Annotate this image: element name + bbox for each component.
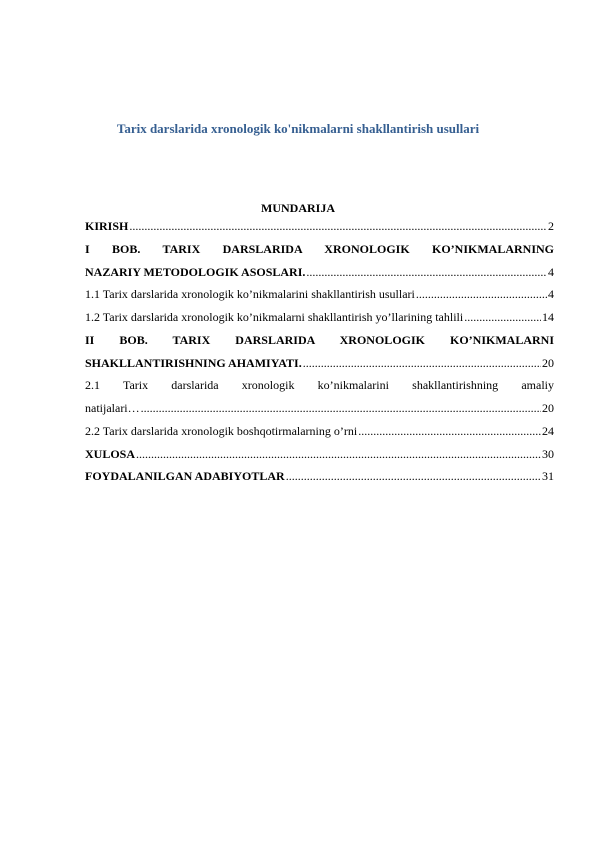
toc-page-number: 20	[542, 355, 554, 370]
toc-heading: MUNDARIJA	[261, 201, 335, 215]
dot-leader	[129, 215, 547, 238]
toc-entry-label: 1.2 Tarix darslarida xronologik ko’nikmalarni shakllantirish yo’llarining tahlili	[85, 310, 464, 324]
toc-entry-kirish[interactable]	[85, 215, 554, 238]
toc-entry-label: SHAKLLANTIRISHNING AHAMIYATI.	[85, 355, 302, 370]
table-of-contents	[85, 215, 554, 488]
toc-entry-adabiyotlar[interactable]	[85, 465, 554, 488]
toc-page-number: 4	[548, 264, 554, 279]
dot-leader	[136, 443, 541, 466]
toc-entry-bob1-line1[interactable]	[85, 238, 554, 261]
toc-entry-bob2-line1[interactable]	[85, 329, 554, 352]
toc-entry-2-1-line2[interactable]	[85, 397, 554, 420]
toc-page-number: 30	[542, 446, 554, 461]
dot-leader	[464, 306, 541, 329]
toc-entry-label: 2.1 Tarix darslarida xronologik ko’nikmalarini shakllantirishning amaliy	[85, 378, 554, 393]
toc-entry-label: NAZARIY METODOLOGIK ASOSLARI.	[85, 264, 306, 279]
toc-page-number: 14	[542, 310, 554, 324]
toc-page-number: 24	[542, 423, 554, 438]
toc-entry-bob2-line2[interactable]	[85, 352, 554, 375]
toc-entry-label: natijalari…	[85, 401, 140, 415]
dot-leader	[286, 465, 541, 488]
dot-leader	[306, 261, 547, 284]
toc-entry-label: II BOB. TARIX DARSLARIDA XRONOLOGIK KO’NIKMALARNI	[85, 332, 554, 347]
toc-entry-1-1[interactable]	[85, 283, 554, 306]
toc-entry-2-2[interactable]	[85, 420, 554, 443]
dot-leader	[416, 283, 547, 306]
dot-leader	[358, 420, 541, 443]
toc-entry-xulosa[interactable]	[85, 443, 554, 466]
document-title: Tarix darslarida xronologik ko'nikmalarni shakllantirish usullari	[116, 121, 480, 136]
dot-leader	[141, 397, 541, 420]
toc-entry-label: 1.1 Tarix darslarida xronologik ko’nikmalarini shakllantirish usullari	[85, 287, 415, 302]
toc-entry-2-1-line1[interactable]	[85, 374, 554, 397]
toc-page-number: 20	[542, 401, 554, 415]
toc-entry-label: 2.2 Tarix darslarida xronologik boshqotirmalarning o’rni	[85, 423, 358, 438]
toc-entry-label: XULOSA	[85, 446, 136, 461]
toc-entry-label: FOYDALANILGAN ADABIYOTLAR	[85, 469, 285, 484]
toc-page-number: 31	[542, 469, 554, 484]
toc-page-number: 4	[548, 287, 554, 302]
toc-entry-label: KIRISH	[85, 219, 129, 233]
toc-entry-bob1-line2[interactable]	[85, 261, 554, 284]
toc-entry-label: I BOB. TARIX DARSLARIDA XRONOLOGIK KO’NIKMALARNING	[85, 241, 554, 256]
dot-leader	[303, 352, 541, 375]
toc-entry-1-2[interactable]	[85, 306, 554, 329]
toc-page-number: 2	[548, 219, 554, 233]
